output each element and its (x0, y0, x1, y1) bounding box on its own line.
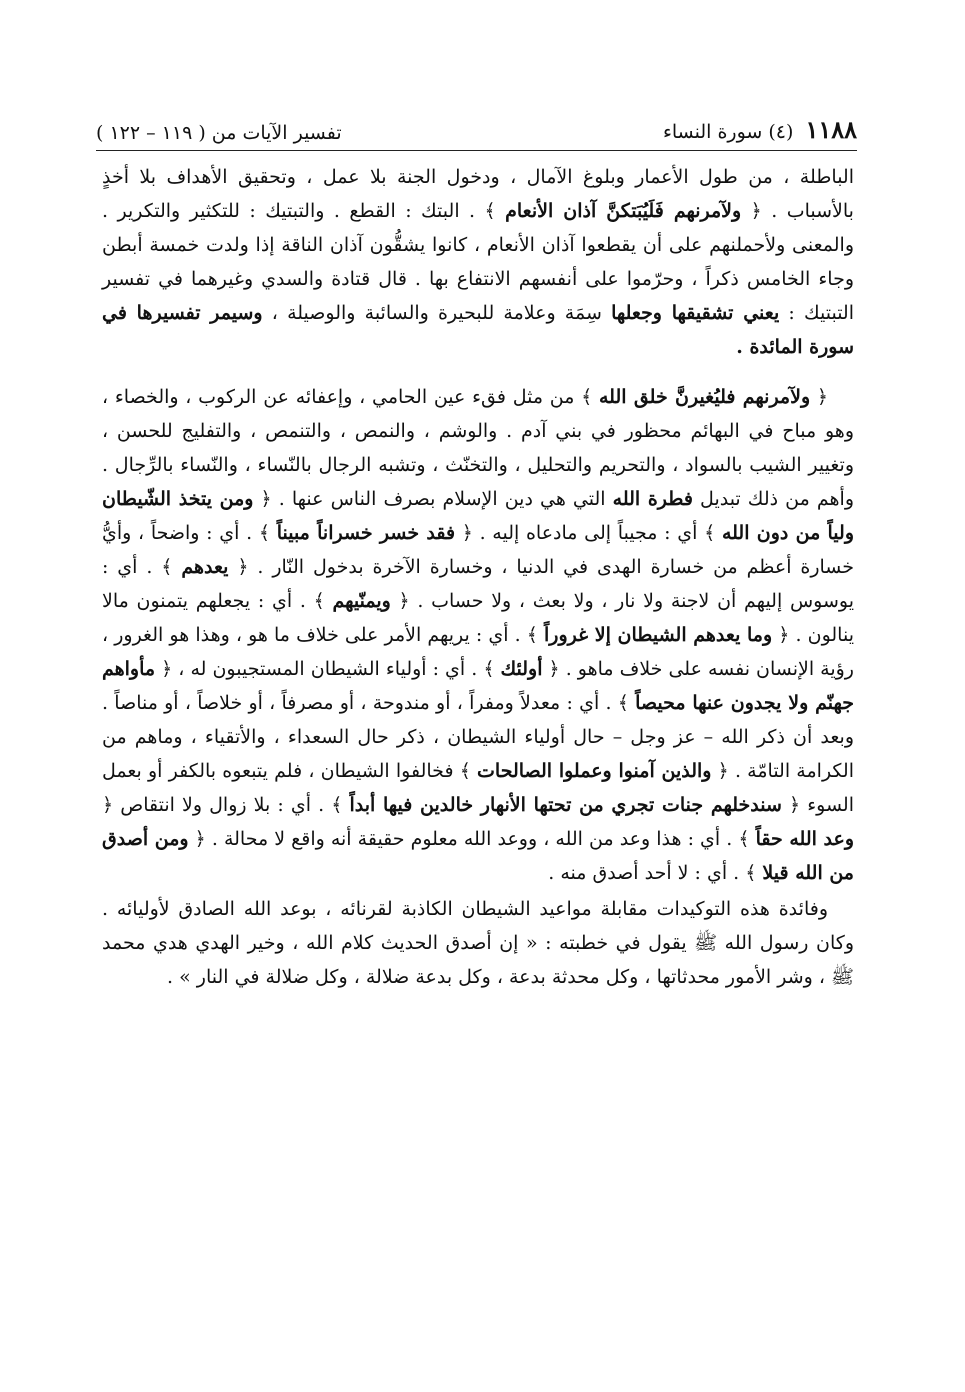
verses-range: تفسير الآيات من ( ١١٩ – ١٢٢ ) (96, 122, 342, 144)
page-number: ١١٨٨ (805, 115, 857, 144)
text-segment: ﴾ . أي : بلا زوال ولا انتقاص ﴿ (102, 794, 350, 816)
text-segment: الباطلة ، من طول الأعمار وبلوغ الآمال ، ودخول الجنة بلا عمل ، وتحقيق الأهداف بلا أخذٍ بالأسباب . ﴿ (102, 166, 854, 222)
quran-quote: مأواهم جهنّم ولا يجدون عنها محيصاً (101, 658, 854, 714)
bold-phrase: فطرة الله (612, 488, 693, 510)
quran-quote: ولآمرنهم فليُغيرنَّ خلق الله (598, 386, 811, 408)
text-segment: ﴾ . أي : يريهم الأمر على خلاف ما هو ، وهذا هو الغرور ، رؤية الإنسان نفسه على خلاف ماهو . ﴿ (102, 624, 854, 680)
text-segment: ﴾ من مثل فقء عين الحامي ، وإعفائه عن الركوب ، والخصاء ، وهو مباح في البهائم محظور في بني آدم . والوشم ، والنمص ، والتنمص ، والتفليج للحسن ، وتغيير الشيب بالسواد ، والتحريم والتحليل ، والتخنّث ، وتشبه الرجال بالنّساء ، والنّساء بالرِّجال . وأهم من ذلك تبديل (102, 386, 854, 510)
quran-quote: ويمنّيهم (332, 590, 391, 612)
bold-phrase: يعني تشقيقها وجعلها (611, 302, 780, 324)
quran-quote: وما يعدهم الشيطان إلا غروراً (544, 624, 773, 646)
text-segment: ﴾ . أي : هذا وعد من الله ، ووعد الله معلوم حقيقة أنه واقع لا محالة . ﴿ (188, 828, 756, 850)
quran-quote: يعدهم (181, 556, 229, 578)
text-segment: ﴾ . أي : يجعلهم يتمنون مالا ينالون . ﴿ (102, 590, 854, 646)
page-body (102, 160, 854, 994)
quran-quote: وعد الله حقاً (755, 828, 855, 850)
bold-phrase: وسيمر تفسيرها في سورة المائدة . (102, 302, 854, 358)
text-segment: ﴾ . أي : واضحاً ، وأيُّ خسارة أعظم من خسارة الهدى في الدنيا ، وخسارة الآخرة بدخول النّار . ﴿ (102, 522, 854, 578)
surah-title: (٤) سورة النساء (662, 121, 794, 143)
paragraph-3: وفائدة هذه التوكيدات مقابلة مواعيد الشيطان الكاذبة لقرنائه ، بوعد الله الصادق لأوليائه . وكان رسول الله ﷺ يقول في خطبته : « إن أصدق الحديث كلام الله ، وخير الهدي هدي محمد ﷺ ، وشر الأمور محدثاتها ، وكل محدثة بدعة ، وكل بدعة ضلالة ، وكل ضلالة في النار » . (102, 898, 854, 988)
text-segment: سِمَة وعلامة للبحيرة والسائبة والوصيلة ، (262, 302, 612, 324)
text-segment: ﴾ فخالفوا الشيطان ، فلم يتبعوه بالكفر أو بعمل السوء ﴿ (102, 760, 854, 816)
quran-quote: سندخلهم جنات تجري من تحتها الأنهار خالدين فيها أبداً (349, 794, 782, 816)
text-segment: ﴾ أي : مجيباً إلى مادعاه إليه . ﴿ (455, 522, 722, 544)
text-segment: ﴾ . أي : لا أحد أصدق منه . (548, 862, 763, 884)
quran-quote: فقد خسر خسراناً مبيناً (276, 522, 456, 544)
quran-quote: ومن أصدق من الله قيلا (102, 828, 854, 884)
page-header (96, 104, 857, 151)
text-segment: ﴾ . البتك : القطع . والتبتيك : للتكثير والتكرير . والمعنى ولأحملنهم على أن يقطعوا آذان الأنعام ، كانوا يشقُّون آذان الناقة إذا ولدت خمسة أبطن وجاء الخامس ذكراً ، وحرّموا على أنفسهم الانتفاع بها . قال قتادة والسدي وغيرهما في تفسير التبتيك : (102, 200, 855, 324)
paragraph-1 (102, 160, 854, 364)
quran-quote: ولآمرنهم فَلَيُبَتكنَّ آذان الأنعام (505, 200, 742, 222)
quran-quote: أولئك (500, 658, 543, 680)
quran-quote: ومن يتخذ الشّيطان ولياً من دون الله (102, 488, 855, 544)
quran-quote: والذين آمنوا وعملوا الصالحات (477, 760, 712, 782)
text-segment: ﴾ . أي : معدلاً ومفراً ، أو مندوحة ، أو مصرفاً ، أو خلاصاً ، أو مناصاً . وبعد أن ذكر الله – عز وجل – حال أولياء الشيطان ، ذكر حال السعداء ، والأتقياء ، وماهم من الكرامة التامّة . ﴿ (102, 692, 854, 782)
text-segment: ﴿ (810, 386, 828, 408)
text-segment: ﴾ . أي : أولياء الشيطان المستجيبون له ، ﴿ (155, 658, 501, 680)
paragraph-2 (102, 380, 854, 890)
text-segment: ﴾ . أي : يوسوس إليهم أن لاجنة ولا نار ، ولا بعث ، ولا حساب . ﴿ (102, 556, 854, 612)
text-segment: التي هي دين الإسلام بصرف الناس عنها . ﴿ (253, 488, 613, 510)
header-right (663, 115, 857, 144)
